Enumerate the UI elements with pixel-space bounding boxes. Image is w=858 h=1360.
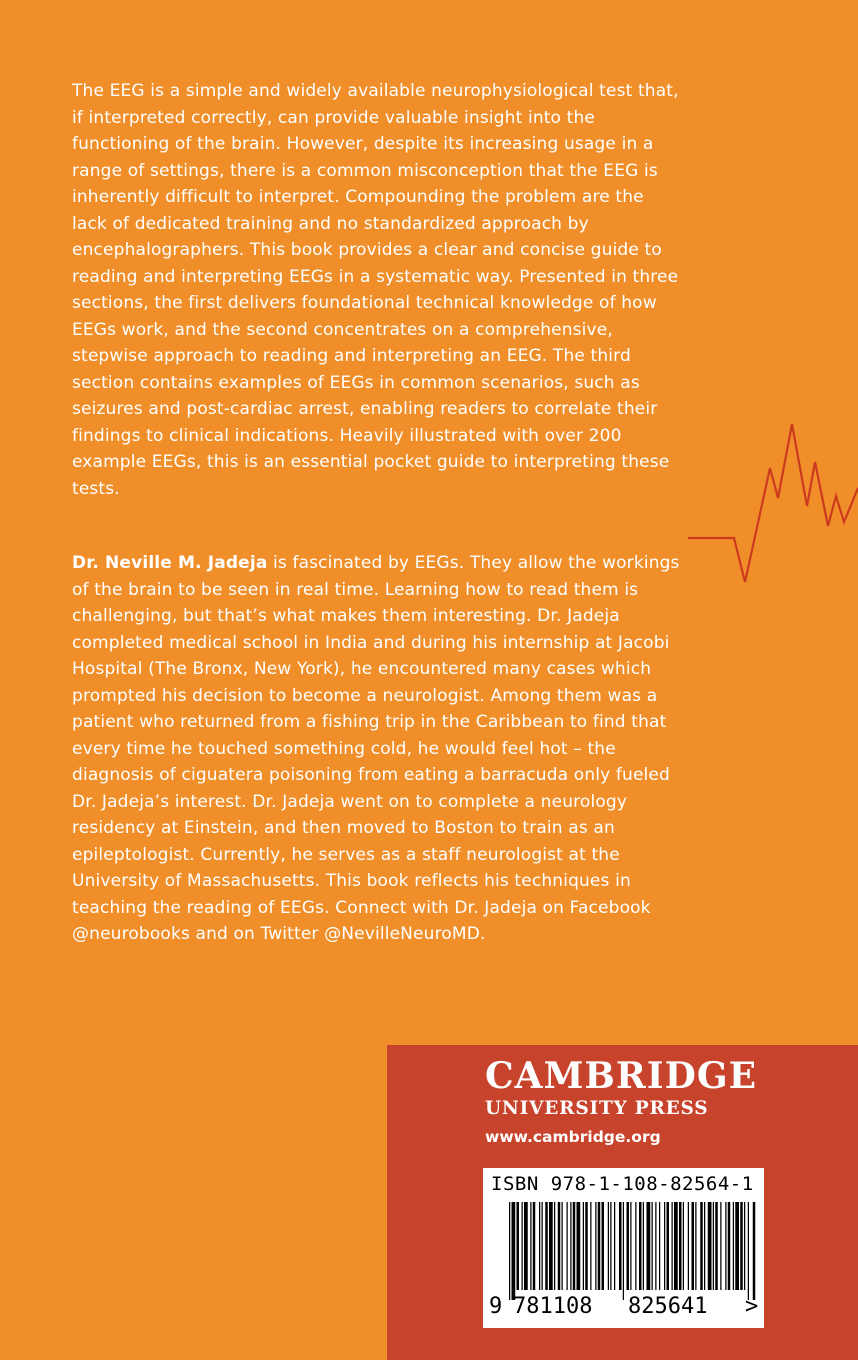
publisher-panel [387,1045,858,1360]
publisher-url[interactable]: www.cambridge.org [485,1128,661,1146]
barcode-digit-group-1: 781108 [513,1294,593,1319]
barcode-end-mark: > [745,1294,759,1319]
barcode-lead-digit: 9 [489,1294,503,1319]
barcode-bars [483,1202,764,1300]
book-description: The EEG is a simple and widely available neurophysiological test that, if interpreted correctly, can provide valuable insight into the functioning of the brain. However, despite its increasing usage in a range of settings, there is a common misconception that the EEG is inherently difficult to interpret. Compounding the problem are the lack of dedicated training and no standardized approach by encephalographers. This book provides a clear and concise guide to reading and interpreting EEGs in a systematic way. Presented in three sections, the first delivers foundational technical knowledge of how EEGs work, and the second concentrates on a comprehensive, stepwise approach to reading and interpreting an EEG. The third section contains examples of EEGs in common scenarios, such as seizures and post-cardiac arrest, enabling readers to correlate their findings to clinical indications. Heavily illustrated with over 200 example EEGs, this is an essential pocket guide to interpreting these tests. [72,81,679,499]
author-bio [72,550,682,948]
publisher-subtitle: UNIVERSITY PRESS [485,1098,709,1119]
author-bio-text: is fascinated by EEGs. They allow the workings of the brain to be seen in real time. Learning how to read them is challenging, but that’s what makes them interesting. Dr. Jadeja completed medical school in India and during his internship at Jacobi Hospital (The Bronx, New York), he encountered many cases which prompted his decision to become a neurologist. Among them was a patient who returned from a fishing trip in the Caribbean to find that every time he touched something cold, he would feel hot – the diagnosis of ciguatera poisoning from eating a barracuda only fueled Dr. Jadeja’s interest. Dr. Jadeja went on to complete a neurology residency at Einstein, and then moved to Boston to train as an epileptologist. Currently, he serves as a staff neurologist at the University of Massachusetts. This book reflects his techniques in teaching the reading of EEGs. Connect with Dr. Jadeja on Facebook @neurobooks and on Twitter @NevilleNeuroMD. [72,553,680,944]
author-name: Dr. Neville M. Jadeja [72,553,268,573]
isbn-barcode [483,1168,764,1328]
isbn-label: ISBN 978-1-108-82564-1 [491,1173,754,1195]
barcode-digit-group-2: 825641 [628,1294,708,1319]
publisher-name: CAMBRIDGE [485,1055,758,1097]
